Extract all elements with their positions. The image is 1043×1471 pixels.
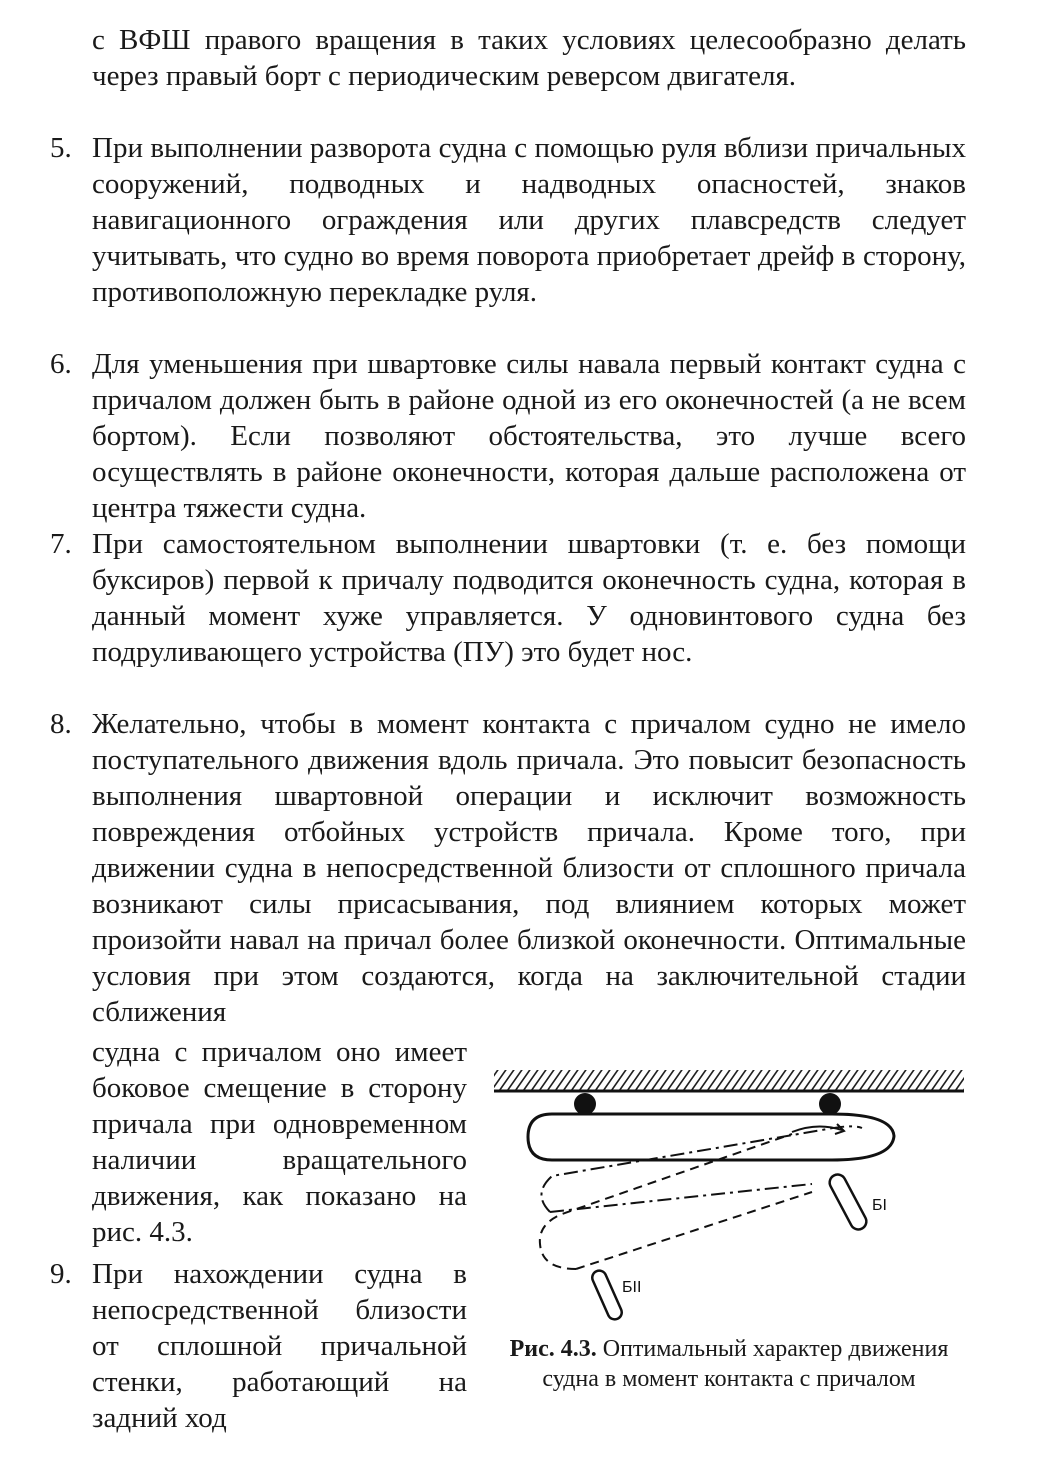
item-text: Для уменьшения при швартовке силы навала первый контакт судна с причалом должен быть в районе одной из его оконечностей (а не всем бортом). Если позволяют обстоятельства, это лучше всего осуществлять в районе оконечности, которая дальше расположена от центра тяжести судна. xyxy=(92,348,966,524)
item-text: Желательно, чтобы в момент контакта с причалом судно не имело поступательного движения вдоль причала. Это повысит безопасность выполнения швартовной операции и исключит возможность повреждения отбойных устройств причала. Кроме того, при движении судна в непосредственной близости от сплошного причала возникают силы присасывания, под влиянием которых может произойти навал на причал более близкой оконечности. Оптимальные условия при этом создаются, когда на заключительной стадии сближения xyxy=(92,708,966,1028)
caption-text: Оптимальный характер движения судна в момент контакта с причалом xyxy=(542,1336,949,1392)
list-item-8 xyxy=(50,706,966,1030)
tug-b2 xyxy=(590,1268,624,1321)
item-number: 6. xyxy=(50,348,72,380)
pier-hatching xyxy=(494,1070,964,1090)
figure-caption xyxy=(492,1334,966,1394)
list-item-9 xyxy=(50,1256,467,1436)
item-number: 7. xyxy=(50,528,72,560)
fender-right xyxy=(819,1093,841,1115)
label-b1: БI xyxy=(872,1197,887,1214)
item-number: 5. xyxy=(50,132,72,164)
list-item-5 xyxy=(50,130,966,310)
item-text: При самостоятельном выполнении швартовки (т. е. без помощи буксиров) первой к причалу подводится оконечность судна, которая в данный момент хуже управляется. У одновинтового судна без подруливающего устройства (ПУ) это будет нос. xyxy=(92,528,966,668)
fender-left xyxy=(574,1093,596,1115)
list-item-6 xyxy=(50,346,966,526)
caption-number: Рис. 4.3. xyxy=(509,1336,597,1362)
list-item-8-continued xyxy=(92,1034,467,1250)
item-text: При выполнении разворота судна с помощью руля вблизи причальных сооружений, подводных и надводных опасностей, знаков навигационного ограждения или других плавсредств следует учитывать, что судно во время поворота приобретает дрейф в сторону, противоположную перекладке руля. xyxy=(92,132,966,308)
figure-4-3 xyxy=(492,1064,966,1354)
ship-outline-initial xyxy=(540,1134,792,1269)
item-text: судна с причалом оно имеет боковое смещение в сторону причала при одновременном наличии вращательного движения, как показано на рис. 4.3. xyxy=(92,1036,467,1248)
ship-outline-final xyxy=(528,1114,894,1160)
item-number: 8. xyxy=(50,708,72,740)
list-item-7 xyxy=(50,526,966,670)
ship-outline-intermediate xyxy=(541,1126,862,1212)
paragraph-intro: с ВФШ правого вращения в таких условиях целесообразно делать через правый борт с периодическим реверсом двигателя. xyxy=(92,24,966,92)
tug-b1 xyxy=(827,1172,869,1232)
item-text: При нахождении судна в непосредственной близости от сплошной причальной стенки, работающий на задний ход xyxy=(92,1258,467,1434)
label-b2: БII xyxy=(622,1279,642,1296)
item-number: 9. xyxy=(50,1258,72,1290)
